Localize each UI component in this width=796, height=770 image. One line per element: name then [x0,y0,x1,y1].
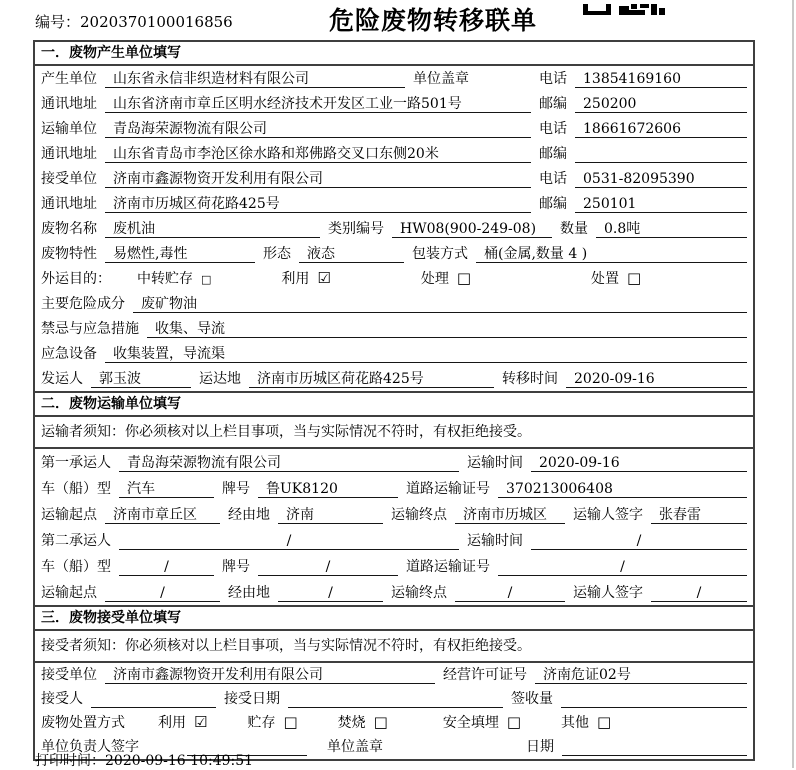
origin-label: 运输起点 [41,507,97,523]
row-route-1 [35,501,753,527]
via-2-label: 经由地 [228,585,270,601]
transporter-unit-value: 青岛海荣源物流有限公司 [105,121,531,138]
origin-2-value: / [105,585,220,602]
carrier-signature-value: 张春雷 [651,507,747,524]
checkbox-other-label: 其他 [561,715,590,731]
receiver-unit-value: 济南市鑫源物资开发利用有限公司 [105,171,531,188]
checkbox-incinerate-label: 焚烧 [337,715,366,731]
second-carrier-value: / [119,533,459,550]
checkbox-utilize-box: ☑ [317,269,331,287]
row-receiver-unit [35,166,753,191]
checkbox-dispose-label: 处置 [591,271,620,287]
consignor-label: 发运人 [41,371,83,387]
page-title: 危险废物转移联单 [328,6,538,35]
row-producer-unit [35,66,753,91]
row-receiver-address [35,191,753,216]
vehicle-type-value: 汽车 [119,481,214,498]
checkbox-utilize-label: 利用 [281,271,310,287]
transport-time-2-label: 运输时间 [467,533,523,549]
receiver-phone-value: 0531-82095390 [575,171,747,188]
road-permit-2-value: / [498,559,747,576]
transfer-date-label: 转移时间 [502,371,558,387]
consignor-value: 郭玉波 [91,371,191,388]
main-hazard-value: 废矿物油 [133,296,747,313]
row-waste-name [35,216,753,241]
receiver-notice: 接受者须知：你必须核对以上栏目事项，当与实际情况不符时，有权拒绝接受。 [35,631,753,663]
row-disposal-method [35,711,753,735]
page-edge-line [792,0,794,768]
row-vehicle-1 [35,475,753,501]
print-time-value: 2020-09-16 10:49:51 [105,753,254,769]
unit-seal-2-label: 单位盖章 [327,739,383,755]
carrier-signature-2-label: 运输人签字 [573,585,643,601]
checkbox-dispose [591,270,641,288]
terminus-label: 运输终点 [391,507,447,523]
transporter-phone-value: 18661672606 [575,121,747,138]
transporter-unit-label: 运输单位 [41,121,97,137]
checkbox-utilize-2 [158,714,207,732]
serial-number [35,11,233,32]
via-label: 经由地 [228,507,270,523]
origin-value: 济南市章丘区 [105,507,220,524]
checkbox-treat-label: 处理 [420,271,449,287]
waste-name-value: 废机油 [105,221,320,238]
destination-value: 济南市历城区荷花路425号 [249,371,494,388]
serial-label: 编号： [35,13,81,31]
row-first-carrier [35,449,753,475]
section-generator-title: 一．废物产生单位填写 [35,42,753,66]
row-transporter-unit [35,116,753,141]
transporter-phone-label: 电话 [539,121,567,137]
unit-seal-label: 单位盖章 [413,71,469,87]
category-code-label: 类别编号 [328,221,384,237]
checkbox-store-box: □ [283,713,298,731]
serial-value: 2020370100016856 [80,13,233,31]
form-state-label: 形态 [263,246,291,262]
operating-permit-label: 经营许可证号 [443,667,527,683]
producer-postal-value: 250200 [575,96,747,113]
second-carrier-label: 第二承运人 [41,533,111,549]
transporter-postal-label: 邮编 [539,146,567,162]
print-time [35,750,253,770]
plate-number-2-label: 牌号 [222,559,250,575]
receiver-person-label: 接受人 [41,691,83,707]
receiver-unit-label: 接受单位 [41,171,97,187]
section-transporter [35,391,753,605]
qr-code-icon [583,0,665,19]
checkbox-treat-box: □ [456,269,472,287]
section-receiver-title: 三．废物接受单位填写 [35,605,753,631]
producer-unit-value: 山东省永信非织造材料有限公司 [105,71,405,88]
row-contraindications [35,316,753,341]
vehicle-type-2-value: / [119,559,214,576]
vehicle-type-2-label: 车（船）型 [41,559,111,575]
date-label: 日期 [526,739,554,755]
transport-time-2-value: / [531,533,747,550]
emergency-equipment-value: 收集装置，导流渠 [105,346,747,363]
receipt-quantity-label: 签收量 [511,691,553,707]
checkbox-treat [421,270,471,288]
contraindications-value: 收集、导流 [147,321,747,338]
road-permit-2-label: 道路运输证号 [406,559,490,575]
origin-2-label: 运输起点 [41,585,97,601]
row-route-2 [35,579,753,605]
emergency-equipment-label: 应急设备 [41,346,97,362]
row-second-carrier [35,527,753,553]
transporter-notice: 运输者须知：你必须核对以上栏目事项，当与实际情况不符时，有权拒绝接受。 [35,417,753,449]
checkbox-transit-storage-label: 中转贮存 [137,271,193,287]
plate-number-label: 牌号 [222,481,250,497]
receive-date-label: 接受日期 [224,691,280,707]
packaging-value: 桶(金属,数量 4 ) [476,246,747,263]
checkbox-other-box: □ [597,713,612,731]
plate-number-value: 鲁UK8120 [258,481,398,498]
date-value [562,739,747,756]
checkbox-incinerate-box: □ [373,713,388,731]
checkbox-transit-storage-box: □ [201,273,212,286]
waste-name-label: 废物名称 [41,221,97,237]
receiver-person-value [91,691,216,708]
section-transporter-title: 二．废物运输单位填写 [35,391,753,417]
row-emergency-equipment [35,341,753,366]
checkbox-utilize-2-box: ☑ [194,713,208,731]
checkbox-utilize [281,270,330,288]
destination-label: 运达地 [199,371,241,387]
contraindications-label: 禁忌与应急措施 [41,321,139,337]
carrier-signature-label: 运输人签字 [573,507,643,523]
via-value: 济南 [278,507,383,524]
first-carrier-label: 第一承运人 [41,455,111,471]
row-receiver-person [35,687,753,711]
receipt-quantity-value [561,691,747,708]
producer-phone-label: 电话 [539,71,567,87]
producer-phone-value: 13854169160 [575,71,747,88]
row-consignor [35,366,753,391]
section-receiver [35,605,753,759]
disposal-method-label: 废物处置方式 [41,715,125,731]
receiving-unit-value: 济南市鑫源物资开发利用有限公司 [105,667,435,684]
via-2-value: / [278,585,383,602]
row-producer-address [35,91,753,116]
row-waste-characteristics [35,241,753,266]
packaging-label: 包装方式 [412,246,468,262]
receiver-phone-label: 电话 [539,171,567,187]
receiver-postal-label: 邮编 [539,196,567,212]
transporter-address-label: 通讯地址 [41,146,97,162]
carrier-signature-2-value: / [651,585,747,602]
row-transfer-purpose [35,266,753,291]
manager-signature-label: 单位负责人签字 [41,739,139,755]
plate-number-2-value: / [258,559,398,576]
checkbox-other [561,714,611,732]
checkbox-landfill-label: 安全填埋 [442,715,499,731]
producer-address-label: 通讯地址 [41,96,97,112]
form-state-value: 液态 [299,246,404,263]
road-permit-value: 370213006408 [498,481,747,498]
vehicle-type-label: 车（船）型 [41,481,111,497]
row-main-hazard [35,291,753,316]
transporter-address-value: 山东省青岛市李沧区徐水路和郑佛路交叉口东侧20米 [105,146,531,163]
terminus-value: 济南市历城区 [455,507,565,524]
transport-time-label: 运输时间 [467,455,523,471]
category-code-value: HW08(900-249-08) [392,221,552,238]
receiver-address-value: 济南市历城区荷花路425号 [105,196,531,213]
checkbox-incinerate [338,714,388,732]
checkbox-store-label: 贮存 [247,715,276,731]
waste-characteristics-label: 废物特性 [41,246,97,262]
section-generator [35,42,753,391]
checkbox-transit-storage [137,271,211,288]
checkbox-dispose-box: □ [627,269,642,287]
print-time-label: 打印时间： [35,753,105,769]
row-receiving-unit [35,663,753,687]
transport-time-value: 2020-09-16 [531,455,747,472]
operating-permit-value: 济南危证02号 [535,667,747,684]
receive-date-value [288,691,503,708]
waste-characteristics-value: 易燃性,毒性 [105,246,255,263]
checkbox-utilize-2-label: 利用 [158,715,186,731]
receiver-address-label: 通讯地址 [41,196,97,212]
first-carrier-value: 青岛海荣源物流有限公司 [119,455,459,472]
road-permit-label: 道路运输证号 [406,481,490,497]
transfer-purpose-label: 外运目的： [41,271,111,287]
document-header [0,0,796,40]
receiver-postal-value: 250101 [575,196,747,213]
row-transporter-address [35,141,753,166]
manifest-form [33,40,755,761]
producer-address-value: 山东省济南市章丘区明水经济技术开发区工业一路501号 [105,96,531,113]
quantity-label: 数量 [560,221,588,237]
producer-postal-label: 邮编 [539,96,567,112]
quantity-value: 0.8吨 [596,221,747,238]
checkbox-landfill [443,714,521,732]
transfer-date-value: 2020-09-16 [566,371,747,388]
checkbox-landfill-box: □ [506,713,522,731]
main-hazard-label: 主要危险成分 [41,296,125,312]
producer-unit-label: 产生单位 [41,71,97,87]
checkbox-store [247,714,297,732]
terminus-2-value: / [455,585,565,602]
row-vehicle-2 [35,553,753,579]
transporter-postal-value [575,146,747,163]
terminus-2-label: 运输终点 [391,585,447,601]
receiving-unit-label: 接受单位 [41,667,97,683]
